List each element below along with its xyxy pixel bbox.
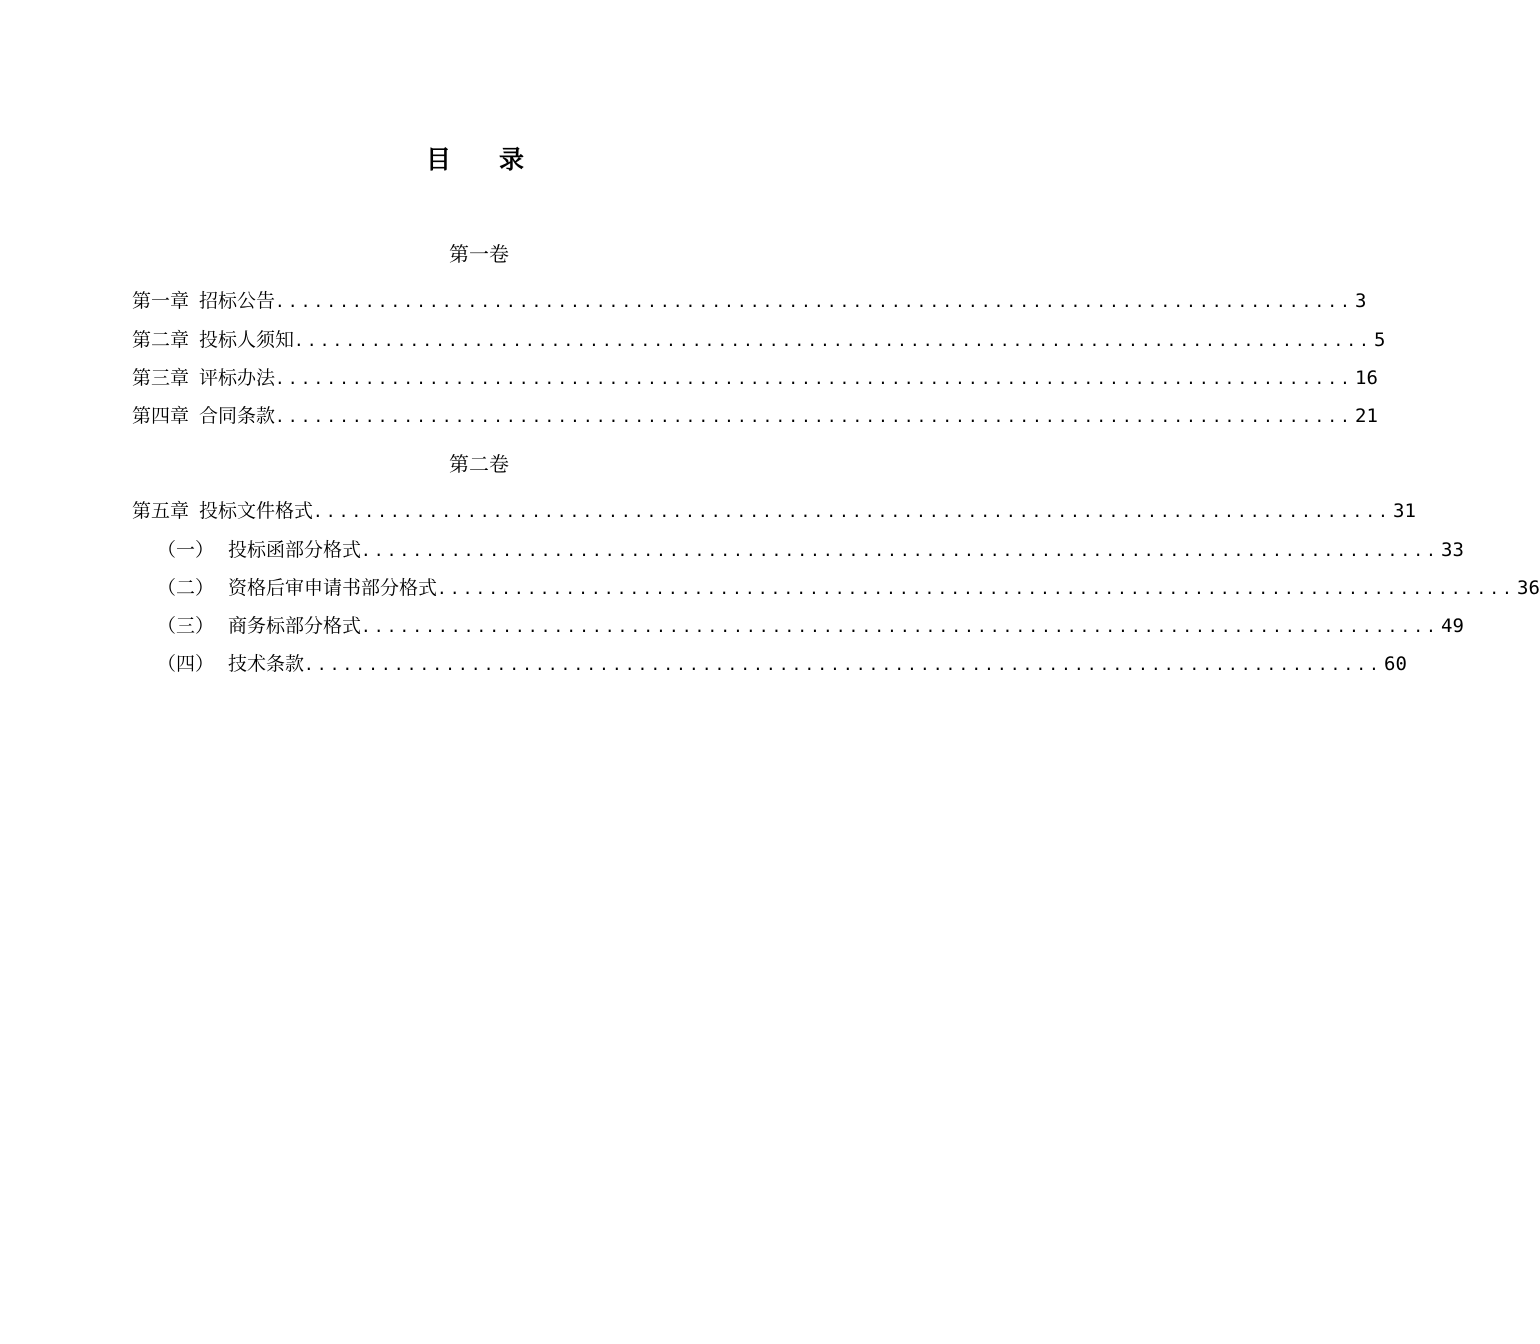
toc-entry-title: 招标公告 xyxy=(199,290,276,312)
toc-entry-page: 33 xyxy=(1441,539,1464,561)
toc-entry-chapter-4[interactable] xyxy=(132,401,1378,431)
toc-entry-chapter-1[interactable] xyxy=(132,286,1367,316)
toc-entry-title: 资格后审申请书部分格式 xyxy=(228,577,438,599)
toc-entry-title: 投标人须知 xyxy=(199,329,295,351)
toc-entry-number: 第三章 xyxy=(132,367,190,389)
toc-entry-page: 21 xyxy=(1355,405,1378,427)
toc-entry-number: （二） xyxy=(157,577,215,599)
toc-entry-page: 49 xyxy=(1441,615,1464,637)
toc-leader-dots: .................................................................................... xyxy=(361,617,1439,636)
toc-entry-title: 商务标部分格式 xyxy=(228,615,362,637)
toc-entry-number: （三） xyxy=(157,615,215,637)
toc-leader-dots: .................................................................................... xyxy=(304,655,1382,674)
volume-heading-1: 第一卷 xyxy=(449,242,509,266)
toc-entry-page: 31 xyxy=(1393,500,1416,522)
toc-entry-page: 3 xyxy=(1355,290,1367,312)
toc-leader-dots: .................................................................................... xyxy=(275,292,1353,311)
toc-entry-chapter-3[interactable] xyxy=(132,363,1378,393)
toc-leader-dots: .................................................................................... xyxy=(275,369,1353,388)
toc-leader-dots: .................................................................................... xyxy=(361,541,1439,560)
toc-entry-section-1[interactable] xyxy=(157,535,1464,565)
toc-entry-number: 第一章 xyxy=(132,290,190,312)
toc-entry-page: 16 xyxy=(1355,367,1378,389)
toc-leader-dots: .................................................................................... xyxy=(313,502,1391,521)
toc-entry-title: 评标办法 xyxy=(199,367,276,389)
toc-entry-number: （一） xyxy=(157,539,215,561)
toc-leader-dots: .................................................................................... xyxy=(294,331,1372,350)
toc-entry-page: 60 xyxy=(1384,653,1407,675)
toc-entry-section-3[interactable] xyxy=(157,611,1464,641)
toc-leader-dots: .................................................................................... xyxy=(275,407,1353,426)
page-title-part1: 目 xyxy=(425,145,451,174)
volume-heading-2: 第二卷 xyxy=(449,452,509,476)
toc-entry-number: 第四章 xyxy=(132,405,190,427)
toc-entry-title: 技术条款 xyxy=(228,653,305,675)
toc-entry-page: 36 xyxy=(1517,577,1540,599)
toc-entry-number: 第二章 xyxy=(132,329,190,351)
toc-entry-section-4[interactable] xyxy=(157,649,1407,679)
toc-entry-title: 合同条款 xyxy=(199,405,276,427)
toc-entry-number: （四） xyxy=(157,653,215,675)
toc-entry-page: 5 xyxy=(1374,329,1386,351)
toc-entry-number: 第五章 xyxy=(132,500,190,522)
toc-leader-dots: .................................................................................... xyxy=(437,579,1515,598)
page-title xyxy=(0,141,950,179)
page-title-part2: 录 xyxy=(499,145,525,174)
toc-entry-title: 投标函部分格式 xyxy=(228,539,362,561)
toc-entry-section-2[interactable] xyxy=(157,573,1540,603)
toc-entry-title: 投标文件格式 xyxy=(199,500,314,522)
toc-entry-chapter-5[interactable] xyxy=(132,496,1416,526)
toc-entry-chapter-2[interactable] xyxy=(132,325,1386,355)
